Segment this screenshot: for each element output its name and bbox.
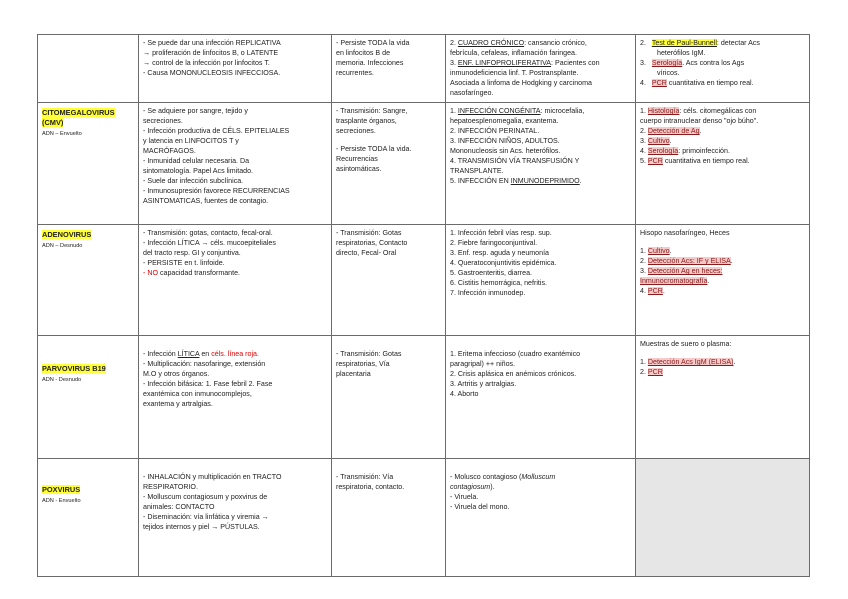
text-line: Mononucleosis sin Acs. heterófilos. — [450, 147, 561, 155]
virus-name-cell — [38, 459, 139, 577]
text-line: 2. INFECCIÓN PERINATAL. — [450, 127, 540, 135]
text: en — [199, 350, 212, 358]
text-line: - INHALACIÓN y multiplicación en TRACTO — [143, 473, 282, 481]
text-line: - Persiste TODA la vida. — [336, 145, 412, 153]
text-line: RESPIRATORIO. — [143, 483, 198, 491]
genome-type: ADN - Envuelto — [42, 498, 81, 504]
virus-name: ADENOVIRUS — [42, 230, 92, 239]
text: 4. — [640, 79, 646, 87]
text-line: 4. Queratoconjuntivitis epidémica. — [450, 259, 557, 267]
text: 2. — [640, 39, 646, 47]
clinical-cell — [446, 459, 636, 577]
diagnosis-cell — [636, 35, 810, 103]
highlighted-term: Inmunocromatografía — [640, 277, 708, 285]
diagnosis-cell-empty — [636, 459, 810, 577]
genome-type: ADN - Desnudo — [42, 377, 82, 383]
text-line: inmunodeficiencia linf. T. Postransplante. — [450, 69, 579, 77]
text: ). — [490, 483, 495, 491]
text-line: del tracto resp. GI y conjuntiva. — [143, 249, 241, 257]
text: : Pacientes con — [551, 59, 600, 67]
highlighted-term: Detección de Ag — [647, 127, 700, 135]
text-line: en linfocitos B de — [336, 49, 391, 57]
text-line: secreciones. — [143, 117, 183, 125]
text-line: memoria. Infecciones — [336, 59, 404, 67]
text-line: placentaria — [336, 370, 371, 378]
text: : microcefalia, — [540, 107, 585, 115]
text: 3. — [640, 59, 646, 67]
table-row — [38, 459, 810, 577]
sample-header: Muestras de suero o plasma: — [640, 340, 732, 348]
clinical-cell — [446, 103, 636, 225]
transmission-cell — [332, 103, 446, 225]
text-line: - Transmisión: Gotas — [336, 229, 402, 237]
text: 2. — [640, 368, 648, 376]
italic-term: Molluscum — [521, 473, 556, 481]
sample-header: Hisopo nasofaríngeo, Heces — [640, 229, 730, 237]
text-line: víricos. — [657, 69, 680, 77]
text-line: 4. Aborto — [450, 390, 479, 398]
text-line: - Viruela. — [450, 493, 479, 501]
text-line: 6. Cistitis hemorrágica, nefritis. — [450, 279, 547, 287]
text: 1. — [450, 107, 458, 115]
genome-type: ADN – Envuelto — [42, 131, 82, 137]
genome-type: ADN – Desnudo — [42, 243, 83, 249]
text-line: 1. Infección febril vías resp. sup. — [450, 229, 552, 237]
text-line: → control de la infección por linfocitos T. — [143, 59, 270, 67]
table-row — [38, 103, 810, 225]
text: . Acs contra los Ags — [682, 59, 745, 67]
transmission-cell — [332, 35, 446, 103]
text-line: - Infección bifásica: 1. Fase febril 2. Fase — [143, 380, 273, 388]
text-line: - Diseminación: vía linfática y viremia → — [143, 513, 269, 521]
text-line: febrícula, cefaleas, inflamación faringea. — [450, 49, 577, 57]
text: : primoinfección. — [678, 147, 730, 155]
virus-name: PARVOVIRUS B19 — [42, 364, 106, 373]
virus-name: POXVIRUS — [42, 485, 81, 494]
text-line: 5. Gastroenteritis, diarrea. — [450, 269, 533, 277]
text-line: paragripal) ++ niños. — [450, 360, 516, 368]
text-line: - Infección productiva de CÉLS. EPITELIALES — [143, 127, 290, 135]
text-line: M.O y otros órganos. — [143, 370, 210, 378]
highlighted-term: Detección Acs IgM (ELISA) — [647, 358, 734, 366]
highlighted-term: Detección Ag en heces: — [647, 267, 723, 275]
table-row — [38, 35, 810, 103]
text-line: cuerpo intranuclear denso "ojo búho". — [640, 117, 759, 125]
virus-name-cell — [38, 336, 139, 459]
text: - Molusco contagioso ( — [450, 473, 522, 481]
text: 2. — [450, 39, 458, 47]
text-line: → proliferación de linfocitos B, o LATENTE — [143, 49, 279, 57]
text-line: nasofaríngeo. — [450, 89, 494, 97]
underlined-term: CUADRO CRÓNICO — [457, 39, 525, 47]
text-line: - Inmunosupresión favorece RECURRENCIAS — [143, 187, 290, 195]
text-line: 2. Crisis aplásica en anémicos crónicos. — [450, 370, 577, 378]
text: 3. — [450, 59, 458, 67]
transmission-cell — [332, 225, 446, 336]
diagnosis-cell — [636, 103, 810, 225]
text: capacidad transformante. — [157, 269, 241, 277]
text-line: 3. Enf. resp. aguda y neumonía — [450, 249, 549, 257]
text: 1. — [640, 247, 648, 255]
text-line: 4. TRANSMISIÓN VÍA TRANSFUSIÓN Y — [450, 157, 580, 165]
text-line: y latencia en LINFOCITOS T y — [143, 137, 239, 145]
text-line: 3. INFECCIÓN NIÑOS, ADULTOS. — [450, 137, 560, 145]
text-line: - Transmisión: Gotas — [336, 350, 402, 358]
text-line: - Se adquiere por sangre, tejido y — [143, 107, 248, 115]
virus-name-cell — [38, 35, 139, 103]
text-line: respiratorias, Contacto — [336, 239, 408, 247]
text-line: - Multiplicación: nasofaringe, extensión — [143, 360, 266, 368]
text-line: directo, Fecal- Oral — [336, 249, 397, 257]
red-text: - NO — [143, 269, 158, 277]
text-line: - Inmunidad celular necesaria. Da — [143, 157, 250, 165]
highlighted-term: Histología — [647, 107, 680, 115]
highlighted-term: Serología — [647, 147, 679, 155]
text: : detectar Acs — [716, 39, 760, 47]
text-line: Asociada a linfoma de Hodgking y carcinoma — [450, 79, 592, 87]
virus-name-cell — [38, 225, 139, 336]
text: 2. — [640, 127, 648, 135]
text-line: trasplante órganos, — [336, 117, 397, 125]
highlighted-term: Serología — [651, 59, 683, 67]
red-text: céls. línea roja. — [211, 350, 259, 358]
text-line: ASINTOMATICAS, fuentes de contagio. — [143, 197, 269, 205]
properties-cell — [139, 459, 332, 577]
text: : céls. citomegálicas con — [679, 107, 757, 115]
text: 4. — [640, 147, 648, 155]
text: 5. INFECCIÓN EN — [450, 177, 511, 185]
text-line: - Se puede dar una infección REPLICATIVA — [143, 39, 281, 47]
text-line: Recurrencias — [336, 155, 378, 163]
text: 3. — [640, 267, 648, 275]
text-line: recurrentes. — [336, 69, 374, 77]
properties-cell — [139, 225, 332, 336]
text-line: - Molluscum contagiosum y poxvirus de — [143, 493, 268, 501]
table-row — [38, 225, 810, 336]
text-line: hepatoesplenomegalia, exantema. — [450, 117, 559, 125]
text: . — [733, 358, 736, 366]
text-line: - Infección LÍTICA → céls. mucoepiteliales — [143, 239, 276, 247]
text-line: - Viruela del mono. — [450, 503, 510, 511]
underlined-term: ENF. LINFOPROLIFERATIVA — [457, 59, 552, 67]
text: . — [662, 287, 665, 295]
text-line: - Transmisión: gotas, contacto, fecal-oral. — [143, 229, 273, 237]
text-line: 1. Eritema infeccioso (cuadro exantémico — [450, 350, 581, 358]
underlined-term: LÍTICA — [177, 350, 200, 358]
text: . — [730, 257, 733, 265]
clinical-cell — [446, 35, 636, 103]
text-line: exantema y artralgias. — [143, 400, 213, 408]
text: . — [699, 127, 702, 135]
text-line: 2. Fiebre faringoconjuntival. — [450, 239, 538, 247]
highlighted-term: PCR — [647, 157, 663, 165]
text: . — [669, 247, 672, 255]
highlighted-term: PCR — [647, 368, 663, 376]
text: . — [579, 177, 582, 185]
diagnosis-cell — [636, 336, 810, 459]
properties-cell — [139, 103, 332, 225]
text-line: exantémica con inmunocomplejos, — [143, 390, 252, 398]
text: 3. — [640, 137, 648, 145]
text-line: respiratoria, contacto. — [336, 483, 405, 491]
text: . — [707, 277, 710, 285]
virus-name-cell — [38, 103, 139, 225]
text: 4. — [640, 287, 648, 295]
text-line: 7. Infección inmunodep. — [450, 289, 526, 297]
highlighted-term: Cultivo — [647, 137, 670, 145]
virus-name: CITOMEGALOVIRUS (CMV) — [42, 108, 115, 127]
text: . — [669, 137, 672, 145]
highlighted-term: PCR — [651, 79, 667, 87]
text-line: - Transmisión: Vía — [336, 473, 394, 481]
text: 1. — [640, 107, 648, 115]
transmission-cell — [332, 336, 446, 459]
italic-term: contagiosum — [450, 483, 491, 491]
clinical-cell — [446, 225, 636, 336]
properties-cell — [139, 336, 332, 459]
text: 5. — [640, 157, 648, 165]
text: 1. — [640, 358, 648, 366]
table-row — [38, 336, 810, 459]
clinical-cell — [446, 336, 636, 459]
text: : cansancio crónico, — [524, 39, 587, 47]
text-line: - Causa MONONUCLEOSIS INFECCIOSA. — [143, 69, 281, 77]
highlighted-term: Cultivo — [647, 247, 670, 255]
text-line: MACRÓFAGOS. — [143, 147, 196, 155]
text-line: - PERSISTE en t. linfoide. — [143, 259, 225, 267]
virus-table — [37, 34, 810, 577]
highlighted-term: Detección Acs: IF y ELISA — [647, 257, 731, 265]
text-line: secreciones. — [336, 127, 376, 135]
text-line: asintomáticas. — [336, 165, 382, 173]
text: cuantitativa en tiempo real. — [666, 79, 754, 87]
text-line: animales: CONTACTO — [143, 503, 215, 511]
text-line: - Transmisión: Sangre, — [336, 107, 408, 115]
text-line: - Persiste TODA la vida — [336, 39, 410, 47]
text: - Infección — [143, 350, 178, 358]
text-line: 3. Artritis y artralgias. — [450, 380, 517, 388]
text-line: TRANSPLANTE. — [450, 167, 504, 175]
text-line: - Suele dar infección subclínica. — [143, 177, 244, 185]
underlined-term: INMUNODEPRIMIDO — [510, 177, 580, 185]
properties-cell — [139, 35, 332, 103]
highlighted-term: PCR — [647, 287, 663, 295]
transmission-cell — [332, 459, 446, 577]
text-line: respiratorias, Vía — [336, 360, 390, 368]
text-line: sintomatología. Papel Acs limitado. — [143, 167, 254, 175]
highlighted-term: Test de Paul-Bunnell — [651, 39, 717, 47]
underlined-term: INFECCIÓN CONGÉNITA — [457, 107, 541, 115]
text: cuantitativa en tiempo real. — [662, 157, 750, 165]
text-line: heterófilos IgM. — [657, 49, 706, 57]
diagnosis-cell — [636, 225, 810, 336]
text: 2. — [640, 257, 648, 265]
text-line: tejidos internos y piel → PÚSTULAS. — [143, 523, 260, 531]
